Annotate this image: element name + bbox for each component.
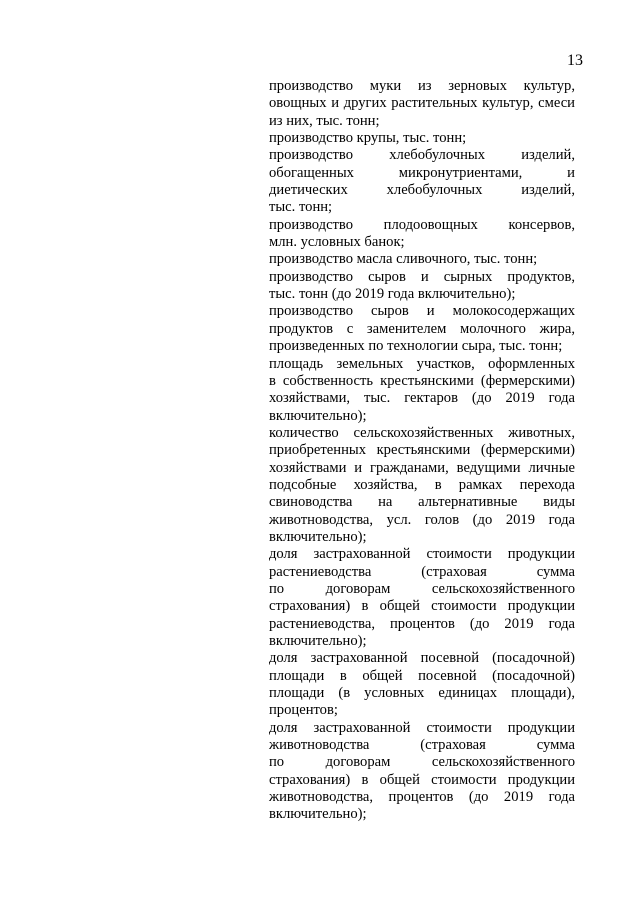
text-line: обогащенных микронутриентами, и — [269, 164, 575, 181]
text-line: животноводства, процентов (до 2019 года — [269, 789, 575, 806]
page-number: 13 — [567, 52, 583, 69]
text-line: доля застрахованной посевной (посадочной) — [269, 650, 575, 667]
text-line: в собственность крестьянскими (фермерскими) — [269, 372, 575, 389]
text-line: тыс. тонн; — [269, 199, 333, 216]
text-line: процентов; — [269, 702, 338, 719]
text-line: производство крупы, тыс. тонн; — [269, 130, 467, 147]
text-line: включительно); — [269, 633, 367, 649]
text-line: по договорам сельскохозяйственного — [269, 754, 575, 771]
text-line: производство хлебобулочных изделий, — [269, 147, 575, 164]
text-line: из них, тыс. тонн; — [269, 112, 380, 129]
text-line: хозяйствами и гражданами, ведущими личные — [269, 459, 575, 476]
text-line: площади в общей посевной (посадочной) — [269, 667, 575, 684]
text-line: млн. условных банок; — [269, 234, 405, 251]
text-line: подсобные хозяйства, в рамках перехода — [269, 476, 575, 493]
text-line: количество сельскохозяйственных животных, — [269, 424, 575, 441]
text-line: включительно); — [269, 407, 367, 424]
text-line: производство масла сливочного, тыс. тонн; — [269, 251, 538, 268]
text-line: животноводства, усл. голов (до 2019 года — [269, 511, 575, 528]
text-line: производство сыров и сырных продуктов, — [269, 268, 575, 285]
text-line: производство плодоовощных консервов, — [269, 216, 575, 233]
text-line: производство муки из зерновых культур, — [269, 78, 575, 94]
text-line: тыс. тонн (до 2019 года включительно); — [269, 286, 516, 303]
text-line: площади (в условных единицах площади), — [269, 685, 575, 702]
text-line: хозяйствами, тыс. гектаров (до 2019 года — [269, 390, 575, 407]
text-line: приобретенных крестьянскими (фермерскими) — [269, 442, 575, 459]
text-line: доля застрахованной стоимости продукции — [269, 546, 575, 563]
text-line: свиноводства на альтернативные виды — [269, 494, 575, 511]
text-line: доля застрахованной стоимости продукции — [269, 719, 575, 736]
document-body — [269, 78, 575, 824]
text-line: страхования) в общей стоимости продукции — [269, 771, 575, 788]
text-line: площадь земельных участков, оформленных — [269, 355, 575, 372]
text-line: растениеводства (страховая сумма — [269, 563, 575, 580]
text-line: страхования) в общей стоимости продукции — [269, 598, 575, 615]
text-line: овощных и других растительных культур, смеси — [269, 95, 575, 112]
text-line: по договорам сельскохозяйственного — [269, 580, 575, 597]
text-line: производство сыров и молокосодержащих — [269, 303, 575, 320]
text-line: произведенных по технологии сыра, тыс. тонн; — [269, 338, 563, 355]
text-line: включительно); — [269, 528, 367, 545]
text-line: продуктов с заменителем молочного жира, — [269, 320, 575, 337]
text-line: включительно); — [269, 806, 367, 823]
text-line: животноводства (страховая сумма — [269, 737, 575, 754]
text-line: растениеводства, процентов (до 2019 года — [269, 615, 575, 632]
text-line: диетических хлебобулочных изделий, — [269, 182, 575, 199]
